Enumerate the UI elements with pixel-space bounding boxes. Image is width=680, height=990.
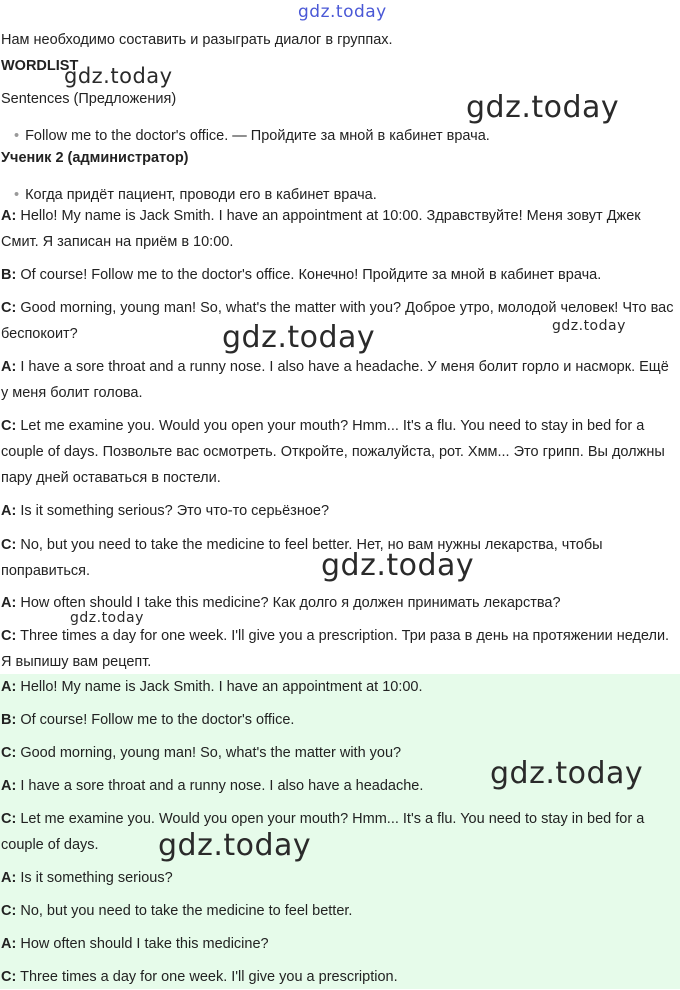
speaker-label: B: [1, 267, 17, 283]
watermark: gdz.today [321, 548, 475, 583]
speaker-label: A: [1, 359, 17, 375]
dialogue-line [1, 931, 677, 957]
speaker-label: A: [1, 936, 17, 952]
dialogue-line [1, 203, 677, 255]
speaker-label: C: [1, 969, 17, 985]
dialogue-line [1, 898, 677, 924]
dialogue-line [1, 262, 677, 288]
line-text: Hello! My name is Jack Smith. I have an appointment at 10:00. Здравствуйте! Меня зовут Джек Смит. Я записан на приём в 10:00. [1, 208, 641, 250]
bullet-text: Follow me to the doctor's office. — Пройдите за мной в кабинет врача. [25, 128, 490, 144]
line-text: Three times a day for one week. I'll give you a prescription. Три раза в день на протяжении недели. Я выпишу вам рецепт. [1, 628, 670, 670]
line-text: No, but you need to take the medicine to feel better. [20, 903, 353, 919]
dialogue-line [1, 623, 677, 675]
speaker-label: C: [1, 537, 17, 553]
bullet-item [14, 127, 490, 145]
speaker-label: A: [1, 778, 17, 794]
speaker-label: B: [1, 712, 17, 728]
line-text: How often should I take this medicine? Как долго я должен принимать лекарства? [20, 595, 561, 611]
bullet-text: Когда придёт пациент, проводи его в кабинет врача. [25, 187, 377, 203]
speaker-label: A: [1, 595, 17, 611]
line-text: Good morning, young man! So, what's the matter with you? Доброе утро, молодой человек! Что вас беспокоит? [1, 300, 674, 342]
line-text: Three times a day for one week. I'll give you a prescription. [20, 969, 398, 985]
speaker-label: C: [1, 903, 17, 919]
line-text: Is it something serious? Это что-то серьёзное? [20, 503, 330, 519]
wordlist-heading: WORDLIST [1, 58, 79, 74]
dialogue-line [1, 354, 677, 406]
dialogue-line [1, 413, 677, 491]
watermark: gdz.today [70, 610, 144, 626]
intro-text: Нам необходимо составить и разыграть диалог в группах. [1, 32, 393, 48]
speaker-label: C: [1, 418, 17, 434]
speaker-label: C: [1, 300, 17, 316]
dialogue-line [1, 707, 677, 733]
dialogue-line [1, 498, 677, 524]
watermark: gdz.today [490, 756, 644, 791]
watermark: gdz.today [552, 318, 626, 334]
bullet-icon: • [14, 187, 20, 203]
line-text: Of course! Follow me to the doctor's office. Конечно! Пройдите за мной в кабинет врача. [20, 267, 602, 283]
line-text: Good morning, young man! So, what's the matter with you? [20, 745, 402, 761]
speaker-label: A: [1, 208, 17, 224]
watermark: gdz.today [64, 64, 173, 88]
line-text: I have a sore throat and a runny nose. I also have a headache. [20, 778, 424, 794]
dialogue-line [1, 806, 677, 858]
line-text: Hello! My name is Jack Smith. I have an appointment at 10:00. [20, 679, 423, 695]
line-text: Is it something serious? [20, 870, 173, 886]
bullet-icon: • [14, 128, 20, 144]
student2-heading: Ученик 2 (администратор) [1, 150, 189, 166]
dialogue-line [1, 674, 677, 700]
speaker-label: A: [1, 679, 17, 695]
sentences-heading: Sentences (Предложения) [1, 91, 177, 107]
speaker-label: C: [1, 628, 17, 644]
watermark: gdz.today [466, 90, 620, 125]
speaker-label: C: [1, 745, 17, 761]
speaker-label: C: [1, 811, 17, 827]
watermark: gdz.today [222, 320, 376, 355]
watermark: gdz.today [158, 828, 312, 863]
line-text: Of course! Follow me to the doctor's office. [20, 712, 295, 728]
dialogue-line [1, 865, 677, 891]
speaker-label: A: [1, 503, 17, 519]
dialogue-line [1, 964, 677, 990]
line-text: How often should I take this medicine? [20, 936, 269, 952]
speaker-label: A: [1, 870, 17, 886]
line-text: No, but you need to take the medicine to feel better. Нет, но вам нужны лекарства, чтобы поправиться. [1, 537, 603, 579]
bullet-item [14, 186, 377, 204]
line-text: Let me examine you. Would you open your mouth? Hmm... It's a flu. You need to stay in bed for a couple of days. [1, 811, 645, 853]
line-text: Let me examine you. Would you open your mouth? Hmm... It's a flu. You need to stay in bed for a couple of days. Позвольте вас осмотреть. Откройте, пожалуйста, рот. Хмм... Это грипп. Вы должны пару дней оставаться в постели. [1, 418, 665, 486]
line-text: I have a sore throat and a runny nose. I also have a headache. У меня болит горло и насморк. Ещё у меня болит голова. [1, 359, 669, 401]
header-watermark: gdz.today [298, 2, 387, 22]
